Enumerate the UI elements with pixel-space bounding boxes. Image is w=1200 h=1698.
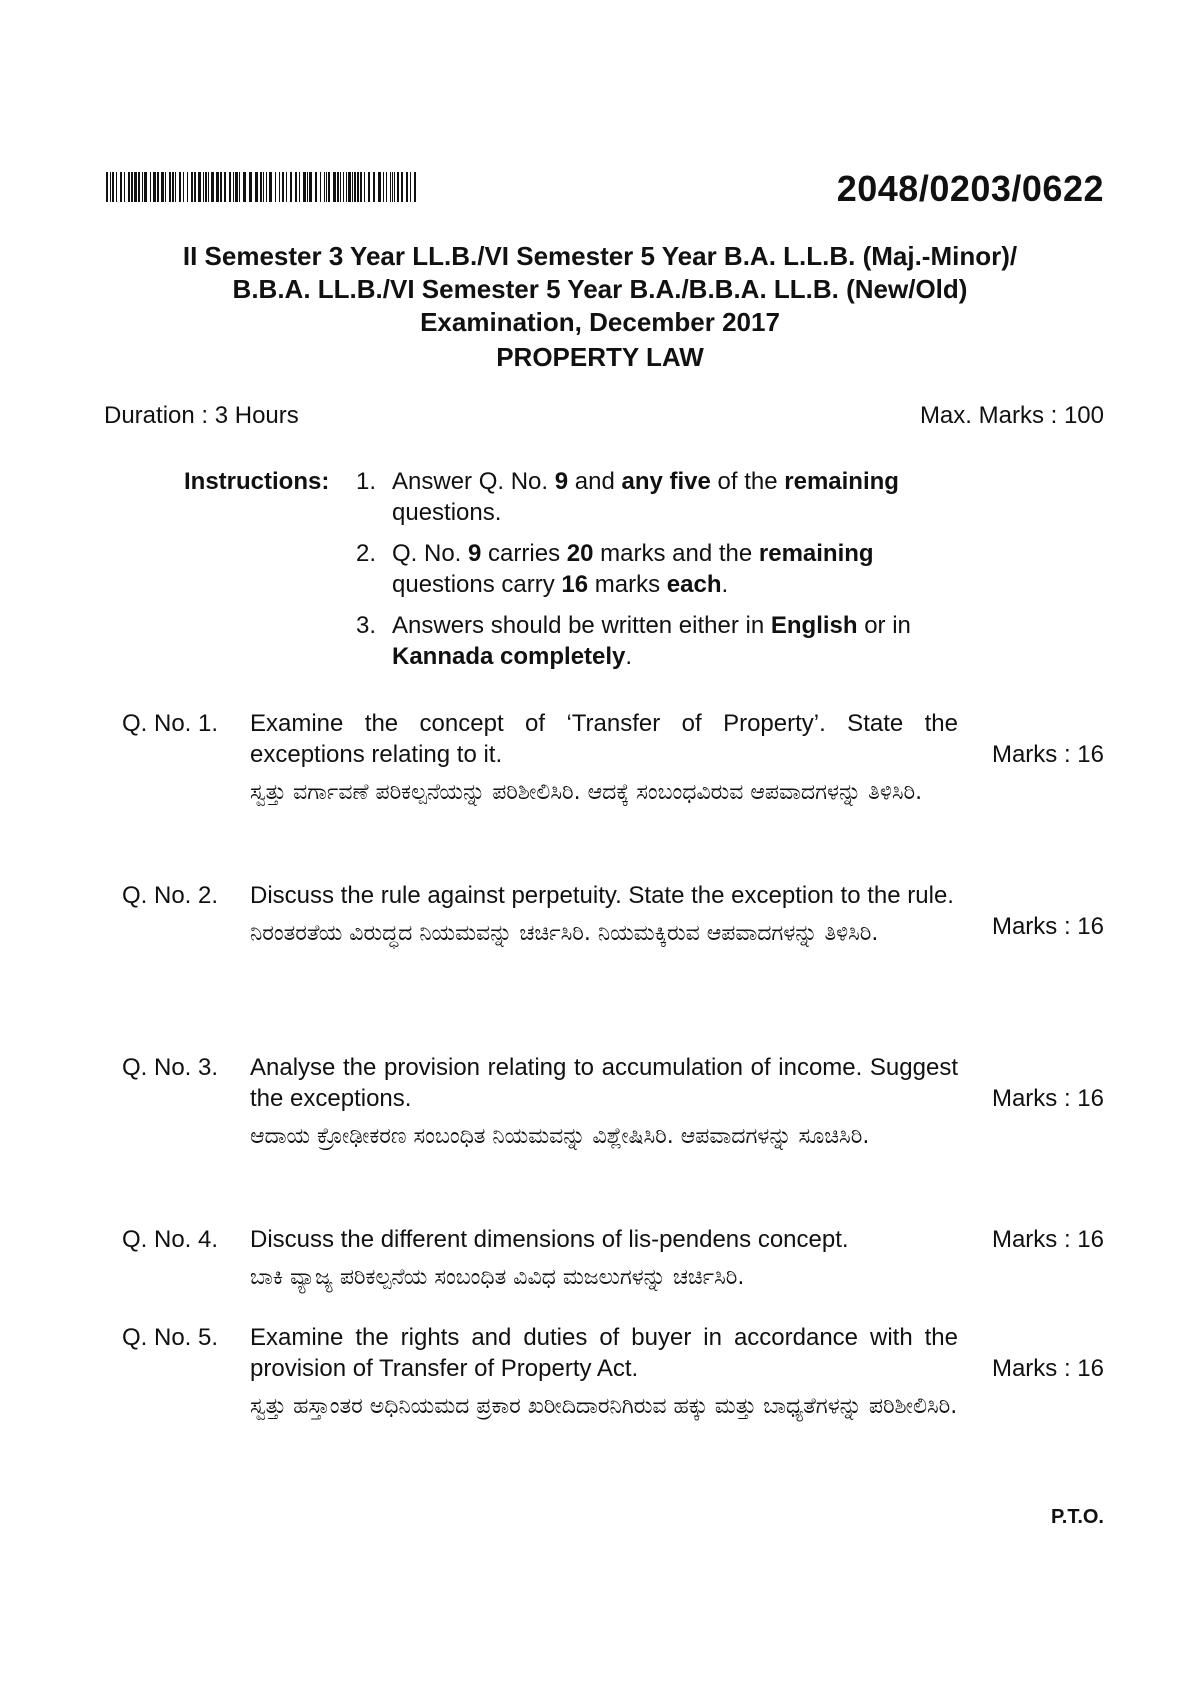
question-text: Analyse the provision relating to accumulation of income. Suggest the exceptions. [250,1054,958,1112]
barcode-stripe [364,172,365,202]
question-kannada-text: ಸ್ವತ್ತು ವರ್ಗಾವಣೆ ಪರಿಕಲ್ಪನೆಯನ್ನು ಪರಿಶೀಲಿಸಿರಿ. ಆದಕ್ಕೆ ಸಂಬಂಧವಿರುವ ಆಪವಾದಗಳನ್ನು ತಿಳಿಸಿರಿ. [250,780,923,805]
barcode-stripe [307,172,308,202]
barcode-stripe [138,172,140,202]
subject-title: PROPERTY LAW [496,342,704,372]
paper-code: 2048/0203/0622 [836,168,1104,209]
question-number: Q. No. 2. [122,882,219,909]
barcode-stripe [198,172,201,202]
max-marks: Max. Marks : 100 [919,402,1104,429]
barcode-stripe [368,172,370,202]
barcode-stripe [150,172,151,202]
barcode-stripe [373,172,375,202]
barcode-stripe [348,172,351,202]
barcode-stripe [169,172,171,202]
instruction-item: 3. Answers should be written either in English or in Kannada completely. [356,612,911,670]
instruction-number: 2. [356,540,377,567]
instruction-item: 2. Q. No. 9 carries 20 marks and the remaining questions carry 16 marks each. [356,540,874,598]
barcode-stripe [179,172,181,202]
barcode-stripe [235,172,238,202]
barcode [106,172,424,202]
barcode-stripe [249,172,252,202]
instruction-number: 3. [356,612,377,639]
barcode-stripe [112,172,114,202]
page-turn-over: P.T.O. [1051,1506,1104,1528]
question-1 [122,708,1104,810]
barcode-stripe [220,172,222,202]
question-marks: Marks : 16 [991,1085,1104,1112]
question-text: Discuss the rule against perpetuity. State the exception to the rule. [250,882,954,909]
barcode-stripe [378,172,381,202]
barcode-stripe [324,172,325,202]
barcode-stripe [320,172,321,202]
instructions [184,466,960,682]
question-number: Q. No. 1. [122,710,219,737]
barcode-stripe [106,172,108,202]
question-text: Examine the rights and duties of buyer in accordance with the provision of Transfer of Property Act. [250,1324,958,1382]
title-line-1: II Semester 3 Year LL.B./VI Semester 5 Year B.A. L.L.B. (Maj.-Minor)/ [182,241,1018,271]
question-marks: Marks : 16 [991,913,1104,940]
barcode-stripe [275,172,276,202]
title-line-2: B.B.A. LL.B./VI Semester 5 Year B.A./B.B.A. LL.B. (New/Old) [232,274,968,304]
barcode-stripe [328,172,330,202]
barcode-stripe [410,172,411,202]
barcode-stripe [183,172,184,202]
barcode-stripe [343,172,344,202]
question-number: Q. No. 5. [122,1324,219,1351]
barcode-stripe [286,172,287,202]
barcode-stripe [346,172,347,202]
question-number: Q. No. 4. [122,1226,219,1253]
barcode-stripe [326,172,327,202]
barcode-stripe [299,172,300,202]
barcode-stripe [191,172,193,202]
barcode-stripe [224,172,226,202]
barcode-stripe [392,172,393,202]
question-2 [122,880,1104,951]
barcode-stripe [172,172,174,202]
exam-title-block [0,240,1200,374]
barcode-stripe [157,172,159,202]
barcode-stripe [279,172,280,202]
barcode-stripe [263,172,264,202]
barcode-stripe [229,172,231,202]
barcode-stripe [165,172,166,202]
barcode-stripe [110,172,111,202]
barcode-stripe [131,172,133,202]
barcode-stripe [208,172,209,202]
question-3 [122,1052,1104,1154]
instruction-number: 1. [356,468,377,495]
question-kannada-text: ಆದಾಯ ಕ್ರೋಢೀಕರಣ ಸಂಬಂಧಿತ ನಿಯಮವನ್ನು ವಿಶ್ಲೇಷಿಸಿರಿ. ಆಪವಾದಗಳನ್ನು ಸೂಚಿಸಿರಿ. [250,1124,870,1149]
barcode-stripe [161,172,164,202]
question-text: Discuss the different dimensions of lis-pendens concept. [250,1226,849,1253]
barcode-stripe [394,172,395,202]
barcode-stripe [295,172,297,202]
barcode-stripe [134,172,137,202]
barcode-stripe [282,172,284,202]
barcode-stripe [309,172,312,202]
barcode-stripe [390,172,391,202]
barcode-stripe [211,172,214,202]
barcode-stripe [406,172,408,202]
question-text: Examine the concept of ‘Transfer of Property’. State the exceptions relating to it. [250,710,958,768]
barcode-stripe [260,172,262,202]
barcode-stripe [414,172,416,202]
question-kannada-text: ಬಾಕಿ ವ್ಯಾಜ್ಯ ಪರಿಕಲ್ಪನೆಯ ಸಂಬಂಧಿತ ವಿವಿಧ ಮಜಲುಗಳನ್ನು ಚರ್ಚಿಸಿರಿ. [250,1265,745,1290]
barcode-stripe [360,172,362,202]
duration: Duration : 3 Hours [104,402,299,429]
barcode-stripe [128,172,130,202]
barcode-stripe [255,172,258,202]
barcode-stripe [269,172,272,202]
question-marks: Marks : 16 [991,1355,1104,1382]
barcode-stripe [357,172,359,202]
question-4 [122,1224,1104,1295]
barcode-stripe [194,172,196,202]
barcode-stripe [239,172,240,202]
question-kannada-text: ನಿರಂತರತೆಯ ವಿರುದ್ಧದ ನಿಯಮವನ್ನು ಚರ್ಚಿಸಿರಿ. ನಿಯಮಕ್ಕಿರುವ ಆಪವಾದಗಳನ್ನು ತಿಳಿಸಿರಿ. [250,921,879,946]
barcode-stripe [175,172,176,202]
barcode-stripe [337,172,339,202]
barcode-stripe [124,172,125,202]
barcode-stripe [266,172,267,202]
question-kannada-text: ಸ್ವತ್ತು ಹಸ್ತಾಂತರ ಅಧಿನಿಯಮದ ಪ್ರಕಾರ ಖರೀದಿದಾರನಿಗಿರುವ ಹಕ್ಕು ಮತ್ತು ಬಾಧ್ಯತೆಗಳನ್ನು ಪರಿಶೀಲಿಸಿರಿ. [250,1394,958,1419]
barcode-stripe [187,172,188,202]
barcode-stripe [216,172,219,202]
barcode-stripe [116,172,117,202]
barcode-stripe [352,172,353,202]
barcode-stripe [383,172,384,202]
title-line-3: Examination, December 2017 [420,307,780,337]
question-5 [122,1322,1104,1424]
barcode-stripe [243,172,246,202]
barcode-stripe [290,172,292,202]
instructions-label: Instructions: [184,468,330,495]
barcode-stripe [315,172,317,202]
barcode-stripe [340,172,341,202]
barcode-stripe [303,172,306,202]
barcode-stripe [153,172,156,202]
barcode-stripe [401,172,403,202]
barcode-stripe [203,172,204,202]
barcode-stripe [205,172,207,202]
barcode-stripe [144,172,147,202]
question-number: Q. No. 3. [122,1054,219,1081]
barcode-stripe [142,172,143,202]
question-marks: Marks : 16 [991,1226,1104,1253]
barcode-stripe [120,172,122,202]
exam-meta-row [104,402,1104,430]
barcode-stripe [333,172,336,202]
barcode-stripe [397,172,399,202]
question-marks: Marks : 16 [991,741,1104,768]
barcode-stripe [233,172,234,202]
instruction-item: 1. Answer Q. No. 9 and any five of the remaining questions. [356,468,899,526]
barcode-stripe [386,172,387,202]
barcode-stripe [354,172,356,202]
